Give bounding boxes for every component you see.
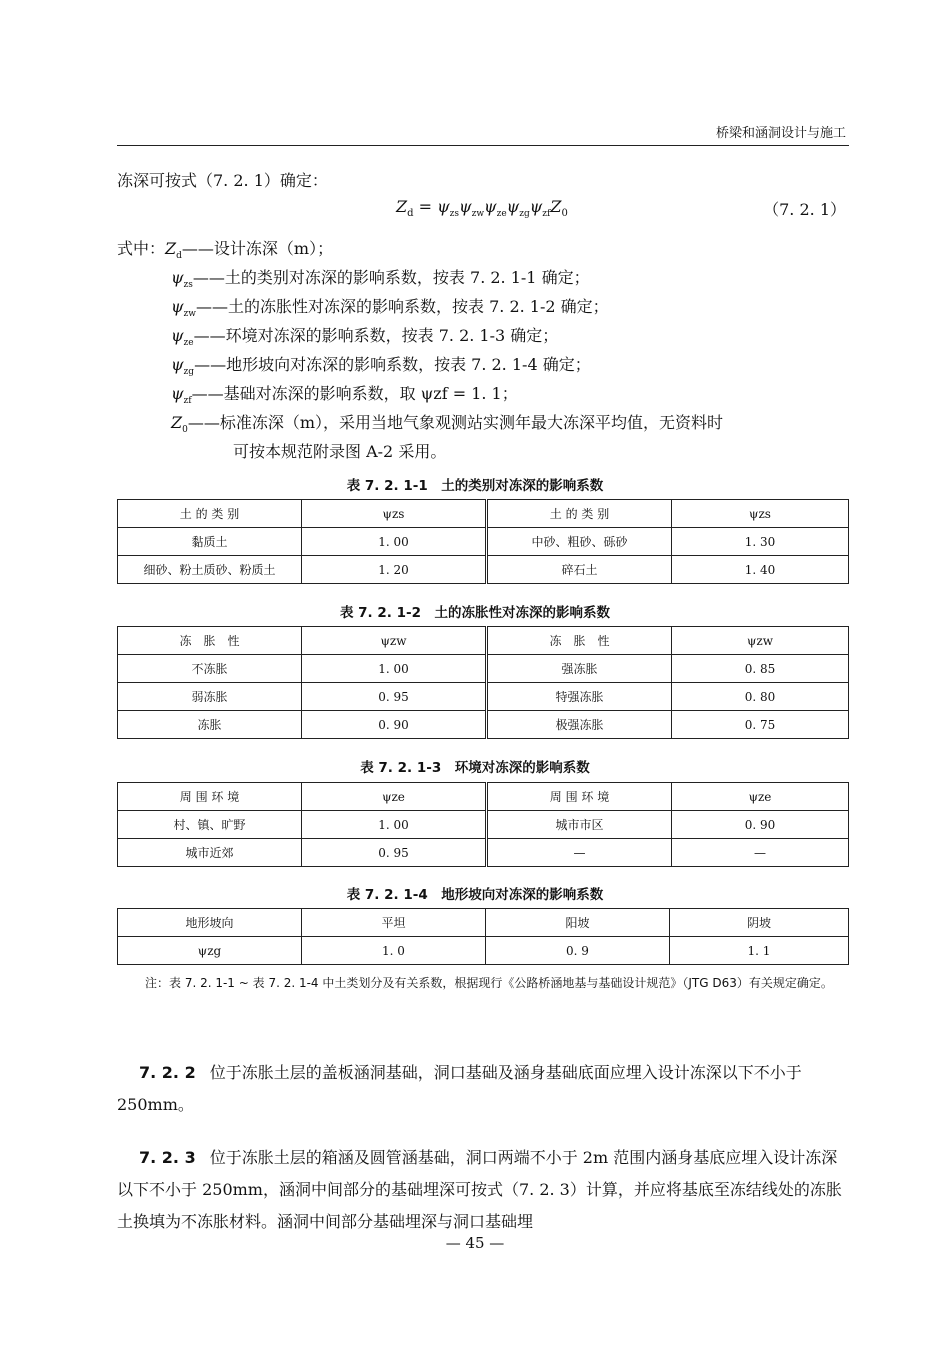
table-row: 村、镇、旷野 1. 00 城市市区 0. 90	[118, 811, 849, 839]
table-row: 黏质土 1. 00 中砂、粗砂、砾砂 1. 30	[118, 528, 849, 556]
intro-text: 冻深可按式（7. 2. 1）确定：	[117, 171, 328, 190]
clause-number: 7. 2. 2	[139, 1063, 196, 1082]
table-soil-type	[117, 499, 849, 584]
where-item: $\psi_{zs}——$土的类别对冻深的影响系数，按表 7. 2. 1-1 确定；	[171, 268, 590, 291]
table-slope	[117, 908, 849, 965]
header-rule	[117, 145, 849, 146]
clause-7-2-3: 7. 2. 3 位于冻胀土层的箱涵及圆管涵基础，洞口两端不小于 2m 范围内涵身基底应埋入设计冻深以下不小于 250mm，涵洞中间部分的基础埋深可按式（7. 2. 3）计算，并应将基底至冻结线处的冻胀土换填为不冻胀材料。涵洞中间部分基础埋深与洞口基础埋	[117, 1148, 842, 1231]
table-header-row: 周 围 环 境 ψze 周 围 环 境 ψze	[118, 783, 849, 811]
table-caption: 表 7. 2. 1-2 土的冻胀性对冻深的影响系数	[339, 605, 611, 621]
table-environment	[117, 782, 849, 867]
table-row: 冻胀 0. 90 极强冻胀 0. 75	[118, 711, 849, 739]
clause-number: 7. 2. 3	[139, 1148, 196, 1167]
table-header-row: 土 的 类 别 ψzs 土 的 类 别 ψzs	[118, 500, 849, 528]
table-row: 细砂、粉土质砂、粉质土 1. 20 碎石土 1. 40	[118, 556, 849, 584]
table-header-row: 冻 胀 性 ψzw 冻 胀 性 ψzw	[118, 627, 849, 655]
where-item: $\psi_{ze}——$环境对冻深的影响系数，按表 7. 2. 1-3 确定；	[171, 326, 559, 349]
where-item-continuation: 可按本规范附录图 A-2 采用。	[233, 442, 447, 461]
where-item: $\psi_{zf}——$基础对冻深的影响系数，取 ψzf = 1. 1；	[171, 384, 518, 407]
where-item: $Z_0——$标准冻深（m），采用当地气象观测站实测年最大冻深平均值，无资料时	[171, 413, 724, 436]
table-header-row: 地形坡向 平坦 阳坡 阴坡	[118, 909, 849, 937]
where-item: 式中：$Z_d——$设计冻深（m）；	[117, 234, 333, 271]
where-lead: 式中：	[117, 239, 166, 258]
running-header-title: 桥梁和涵洞设计与施工	[715, 126, 846, 141]
formula-number: （7. 2. 1）	[763, 200, 846, 219]
table-row: 城市近郊 0. 95 — —	[118, 839, 849, 867]
page-number: — 45 —	[445, 1234, 505, 1252]
table-caption: 表 7. 2. 1-3 环境对冻深的影响系数	[360, 760, 590, 776]
table-note: 注：表 7. 2. 1-1 ~ 表 7. 2. 1-4 中土类划分及有关系数，根据现行《公路桥涵地基与基础设计规范》（JTG D63）有关规定确定。	[145, 976, 833, 990]
table-caption: 表 7. 2. 1-4 地形坡向对冻深的影响系数	[346, 887, 604, 903]
table-row: 不冻胀 1. 00 强冻胀 0. 85	[118, 655, 849, 683]
symbol: $Z_d$	[165, 239, 182, 262]
table-row: ψzg 1. 0 0. 9 1. 1	[118, 937, 849, 965]
formula-7-2-1: $Z_d = \psi_{zs}\psi_{zw}\psi_{ze}\psi_{zg}\psi_{zf}Z_0$	[396, 197, 568, 220]
table-frost-heave	[117, 626, 849, 739]
clause-7-2-2: 7. 2. 2 位于冻胀土层的盖板涵洞基础，洞口基础及涵身基础底面应埋入设计冻深以下不小于 250mm。	[117, 1063, 802, 1114]
where-item: $\psi_{zg}——$地形坡向对冻深的影响系数，按表 7. 2. 1-4 确定；	[171, 355, 591, 378]
table-row: 弱冻胀 0. 95 特强冻胀 0. 80	[118, 683, 849, 711]
table-caption: 表 7. 2. 1-1 土的类别对冻深的影响系数	[346, 478, 604, 494]
where-item: $\psi_{zw}——$土的冻胀性对冻深的影响系数，按表 7. 2. 1-2 确定；	[171, 297, 609, 320]
